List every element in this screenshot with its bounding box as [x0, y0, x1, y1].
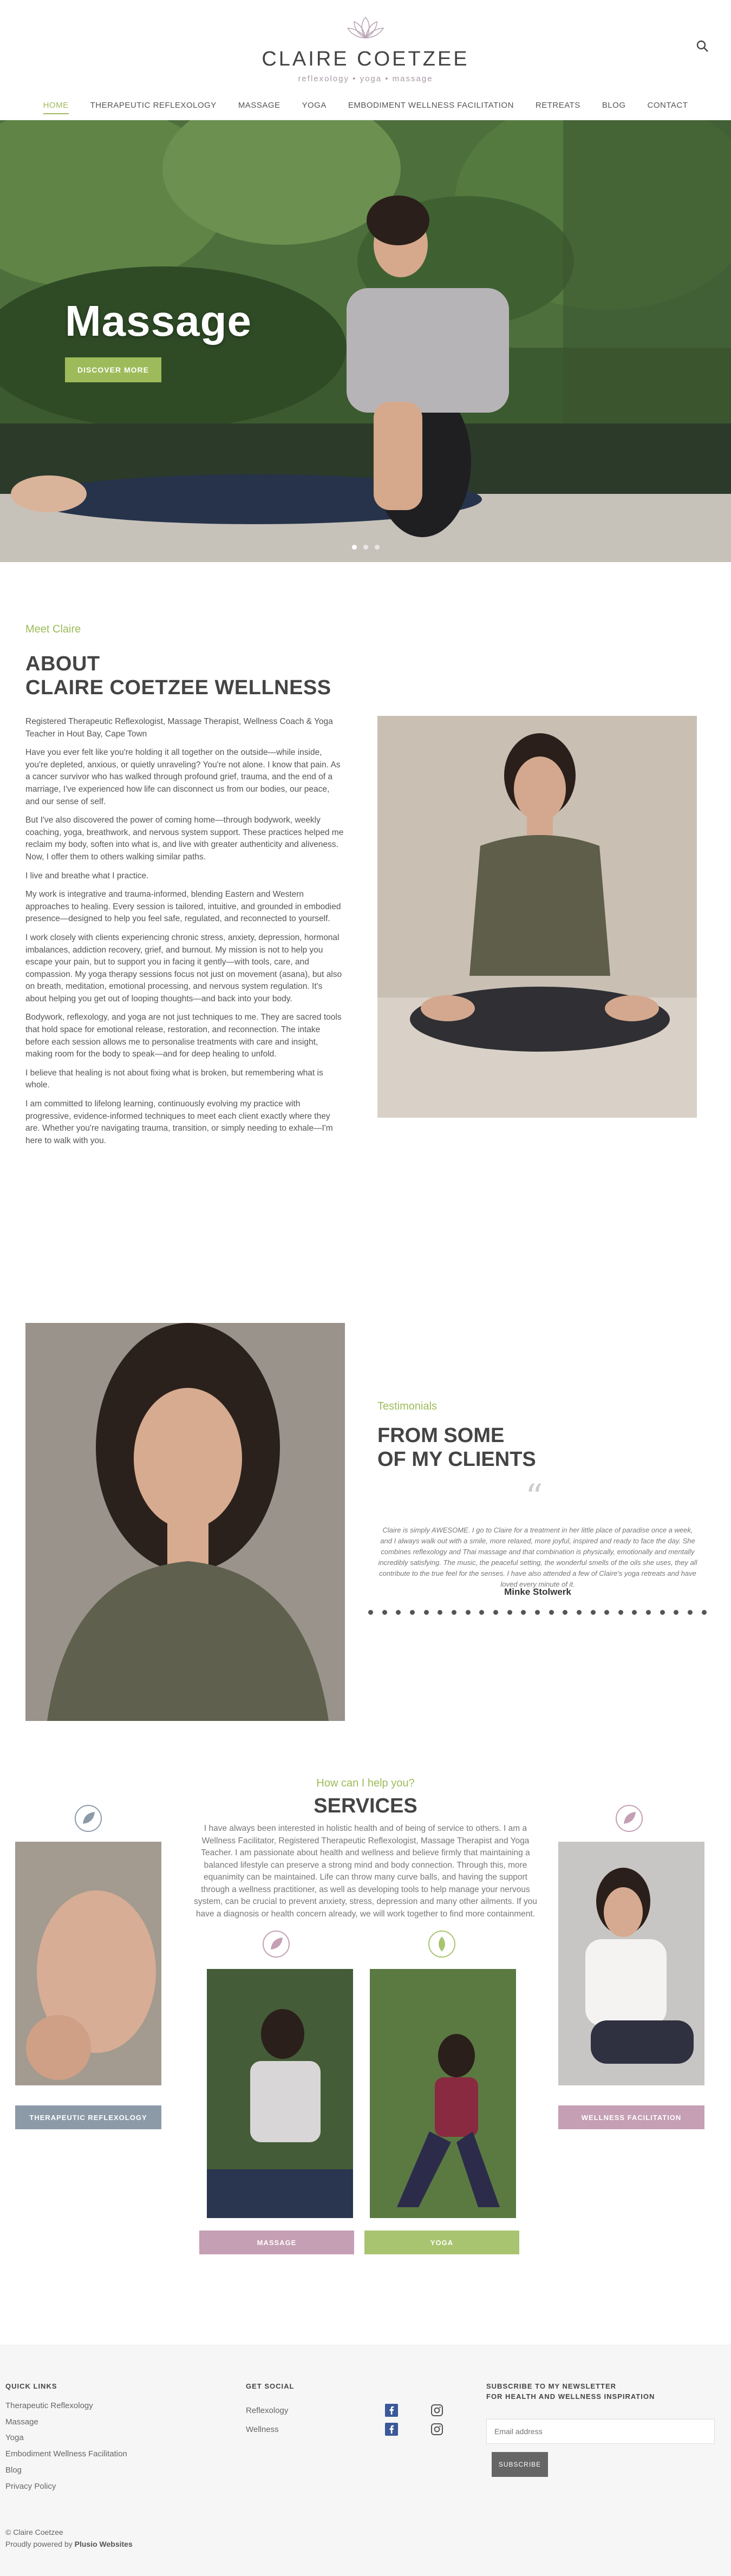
testimonial-dot[interactable] — [674, 1610, 678, 1615]
testimonial-dot[interactable] — [604, 1610, 609, 1615]
testimonial-dot[interactable] — [646, 1610, 651, 1615]
instagram-icon[interactable] — [430, 2404, 443, 2417]
claire-headshot-photo — [25, 1323, 345, 1721]
about-paragraph: I work closely with clients experiencing chronic stress, anxiety, depression, hormonal imbalances, addiction recovery, grief, and burnout. My mission is not to help you escape your pain, but to support you in facing it gently—with tools, care, and compassion. My yoga therapy sessions focus not just on movement (asana), but also on breath, meditation, emotional processing, and nervous system regulation. It's about helping you get out of looping thoughts—and back into your body. — [25, 932, 342, 1003]
testimonial-dot[interactable] — [424, 1610, 429, 1615]
testimonial-dot[interactable] — [591, 1610, 596, 1615]
footer-link-blog[interactable]: Blog — [5, 2465, 22, 2475]
discover-more-button[interactable]: DISCOVER MORE — [65, 357, 161, 382]
service-button-yoga[interactable]: YOGA — [364, 2231, 519, 2254]
services-eyebrow: How can I help you? — [316, 1777, 415, 1789]
nav-item-yoga[interactable]: YOGA — [302, 101, 327, 110]
testimonial-dot[interactable] — [438, 1610, 442, 1615]
footer-link-embodiment-wellness-facilitation[interactable]: Embodiment Wellness Facilitation — [5, 2449, 127, 2459]
testimonial-dot[interactable] — [577, 1610, 582, 1615]
footer-link-therapeutic-reflexology[interactable]: Therapeutic Reflexology — [5, 2401, 93, 2410]
testimonial-author: Minke Stolwerk — [504, 1587, 571, 1597]
nav-item-massage[interactable]: MASSAGE — [238, 101, 280, 110]
logo-name: CLAIRE COETZEE — [262, 48, 469, 70]
search-icon[interactable] — [695, 39, 709, 53]
testimonial-dot[interactable] — [466, 1610, 471, 1615]
testimonials-title — [377, 1424, 536, 1471]
yoga-photo — [370, 1969, 516, 2218]
nav-item-retreats[interactable]: RETREATS — [535, 101, 580, 110]
social-label: Reflexology — [246, 2405, 289, 2415]
testimonial-dot[interactable] — [549, 1610, 554, 1615]
newsletter-email-input[interactable] — [486, 2419, 715, 2444]
quick-links-heading: QUICK LINKS — [5, 2382, 57, 2390]
testimonial-dot[interactable] — [521, 1610, 526, 1615]
testimonial-quote: Claire is simply AWESOME. I go to Claire for a treatment in her little place of paradise once a week, and I always walk out with a smile, more relaxed, more joyful, inspired and ready to face the day. She combines reflexology and Thai massage and that combination is physically, emotionally and mentally incredibly satisfying. The music, the peaceful setting, the wonderful smells of the oils she uses, they all contribute to the true feel for the senses. I have also attended a few of Claire's yoga retreats and have loved every minute of it. — [378, 1526, 697, 1588]
testimonials-section — [0, 1265, 731, 1723]
credit-prefix: Proudly powered by — [5, 2540, 75, 2548]
slider-dot[interactable] — [375, 545, 380, 550]
testimonial-dot[interactable] — [368, 1610, 373, 1615]
get-social-heading: GET SOCIAL — [246, 2382, 295, 2390]
newsletter-heading-line1: SUBSCRIBE TO MY NEWSLETTER — [486, 2382, 617, 2390]
about-paragraph: I live and breathe what I practice. — [25, 871, 149, 881]
nav-item-contact[interactable]: CONTACT — [647, 101, 688, 110]
testimonials-title-line1: FROM SOME — [377, 1424, 505, 1447]
testimonial-dot[interactable] — [452, 1610, 456, 1615]
testimonial-dot[interactable] — [535, 1610, 540, 1615]
instagram-icon[interactable] — [430, 2423, 443, 2436]
main-nav — [0, 101, 731, 114]
testimonial-dot[interactable] — [410, 1610, 415, 1615]
about-title-line2: CLAIRE COETZEE WELLNESS — [25, 676, 331, 699]
leaf-icon — [615, 1804, 643, 1832]
about-paragraph: I believe that healing is not about fixing what is broken, but remembering what is whole. — [25, 1068, 323, 1090]
copyright-text: © Claire Coetzee — [5, 2528, 63, 2536]
service-button-wellness-facilitation[interactable]: WELLNESS FACILITATION — [558, 2105, 704, 2129]
site-header — [0, 0, 731, 120]
credit-line — [5, 2540, 133, 2548]
logo-tagline: reflexology • yoga • massage — [298, 74, 433, 83]
social-row-wellness — [246, 2423, 476, 2436]
nav-item-embodiment-wellness-facilitation[interactable]: EMBODIMENT WELLNESS FACILITATION — [348, 101, 514, 110]
testimonials-title-line2: OF MY CLIENTS — [377, 1448, 536, 1471]
services-title: SERVICES — [314, 1795, 417, 1817]
testimonial-dot[interactable] — [493, 1610, 498, 1615]
testimonial-dot[interactable] — [660, 1610, 665, 1615]
about-paragraph: Have you ever felt like you're holding it all together on the outside—while inside, you're depleted, anxious, or quietly unraveling? You're not alone. I know that pain. As a cancer survivor who has walked through profound grief, trauma, and the end of a marriage, I've experienced how life can disconnect us from our bodies, our peace, and our sense of self. — [25, 748, 341, 806]
testimonial-dot[interactable] — [382, 1610, 387, 1615]
hero-slider — [0, 120, 731, 562]
about-paragraph: But I've also discovered the power of coming home—through bodywork, weekly coaching, yoga, breathwork, and nervous system support. These practices helped me reclaim my body, soften into what is, and live with greater authenticity and aliveness. Now, I offer them to others walking similar paths. — [25, 816, 344, 862]
leaf-icon — [428, 1930, 456, 1958]
about-section — [0, 562, 731, 1265]
social-label: Wellness — [246, 2424, 279, 2434]
about-paragraph: Registered Therapeutic Reflexologist, Massage Therapist, Wellness Coach & Yoga Teacher in Hout Bay, Cape Town — [25, 717, 333, 739]
quick-links-list — [5, 2398, 127, 2494]
leaf-icon — [262, 1930, 290, 1958]
about-paragraph: Bodywork, reflexology, and yoga are not just techniques to me. They are sacred tools that hold space for emotional release, restoration, and reconnection. The intake before each session allows me to personalise treatments with care and insight, making room for the body to speak—and for deep healing to unfold. — [25, 1013, 342, 1059]
about-paragraph: My work is integrative and trauma-informed, blending Eastern and Western approaches to healing. Every session is tailored, intuitive, and grounded in embodied presence—designed to help you feel safe, regulated, and reconnected to yourself. — [25, 890, 341, 924]
reflexology-photo — [15, 1842, 161, 2085]
leaf-icon — [74, 1804, 102, 1832]
massage-photo — [207, 1969, 353, 2218]
services-section — [0, 1723, 731, 2404]
social-row-reflexology — [246, 2404, 476, 2417]
about-text — [25, 716, 345, 1153]
logo[interactable] — [0, 15, 731, 83]
testimonial-dot[interactable] — [618, 1610, 623, 1615]
nav-item-therapeutic-reflexology[interactable]: THERAPEUTIC REFLEXOLOGY — [90, 101, 217, 110]
footer-link-massage[interactable]: Massage — [5, 2417, 38, 2427]
newsletter-heading-line2: FOR HEALTH AND WELLNESS INSPIRATION — [486, 2392, 655, 2401]
nav-item-home[interactable]: HOME — [43, 101, 69, 114]
testimonial-dot[interactable] — [632, 1610, 637, 1615]
subscribe-button[interactable]: SUBSCRIBE — [492, 2452, 548, 2477]
newsletter-heading — [486, 2381, 655, 2402]
claire-portrait-photo — [377, 716, 697, 1118]
about-eyebrow: Meet Claire — [25, 623, 81, 635]
hero-title: Massage — [65, 297, 252, 345]
testimonial-dot[interactable] — [563, 1610, 567, 1615]
nav-item-blog[interactable]: BLOG — [602, 101, 626, 110]
testimonial-dot[interactable] — [396, 1610, 401, 1615]
lotus-logo-icon — [347, 15, 384, 41]
services-text: I have always been interested in holistic health and of being of service to others. I am a Wellness Facilitator, Registered Therapeutic Reflexologist, Massage Therapist and Yoga Teacher. I am passionate about health and wellness and believe firmly that maintaining a balanced lifestyle can preserve a strong mind and body connection. Through this, more equanimity can be maintained. Life can throw many curve balls, and having the support through a wellness practitioner, as well as developing tools to help manage your nervous system, can be crucial to prevent anxiety, stress, depression and many other ailments. If you have a diagnosis or health concern already, we will work together to find more containment. — [194, 1824, 537, 1919]
service-button-therapeutic-reflexology[interactable]: THERAPEUTIC REFLEXOLOGY — [15, 2105, 161, 2129]
footer-link-yoga[interactable]: Yoga — [5, 2433, 24, 2443]
slider-dot[interactable] — [363, 545, 368, 550]
testimonial-pagination — [368, 1610, 707, 1615]
testimonial-dot[interactable] — [479, 1610, 484, 1615]
service-button-massage[interactable]: MASSAGE — [199, 2231, 354, 2254]
credit-link[interactable]: Plusio Websites — [74, 2540, 133, 2548]
testimonial-dot[interactable] — [688, 1610, 693, 1615]
hero-pagination — [0, 545, 731, 550]
facebook-icon[interactable] — [385, 2404, 398, 2417]
facebook-icon[interactable] — [385, 2423, 398, 2436]
wellness-facilitation-photo — [558, 1842, 704, 2085]
about-title — [25, 652, 331, 700]
footer-link-privacy-policy[interactable]: Privacy Policy — [5, 2481, 56, 2491]
about-title-line1: ABOUT — [25, 653, 100, 675]
slider-dot[interactable] — [352, 545, 357, 550]
testimonial-dot[interactable] — [507, 1610, 512, 1615]
about-paragraph: I am committed to lifelong learning, continuously evolving my practice with progressive, evidence-informed techniques to meet each client exactly where they are. Whether you're navigating trauma, transition, or simply needing to exhale—I'm here to walk with you. — [25, 1099, 333, 1145]
quote-icon: “ — [525, 1477, 543, 1517]
testimonial-dot[interactable] — [702, 1610, 707, 1615]
testimonials-eyebrow: Testimonials — [377, 1400, 438, 1412]
